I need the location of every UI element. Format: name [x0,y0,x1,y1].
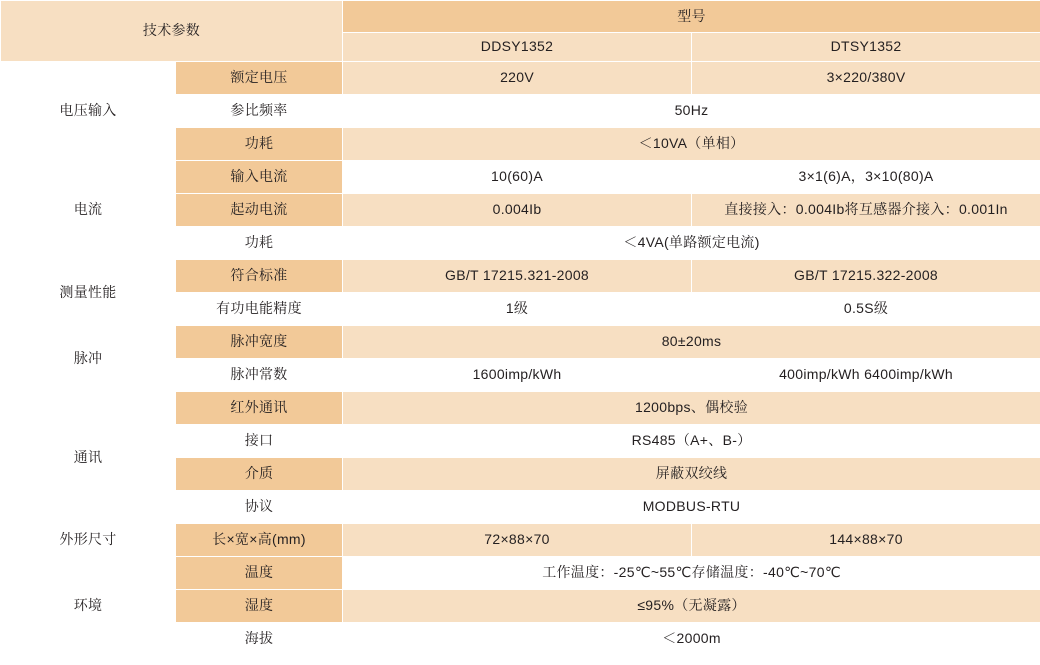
row-label: 参比频率 [176,95,343,128]
header-param-title: 技术参数 [1,1,343,62]
row-label: 功耗 [176,128,343,161]
table-header-row-1 [1,1,1040,33]
group-label: 环境 [1,557,176,656]
row-value-span: 工作温度：-25℃~55℃存储温度：-40℃~70℃ [343,557,1040,590]
row-label: 脉冲宽度 [176,326,343,359]
row-label: 协议 [176,491,343,524]
table-row [1,326,1040,359]
row-label: 额定电压 [176,62,343,95]
row-value: 0.5S级 [692,293,1040,326]
row-value: 0.004Ib [343,194,692,227]
row-label: 有功电能精度 [176,293,343,326]
row-label: 接口 [176,425,343,458]
row-label: 符合标准 [176,260,343,293]
row-label: 海拔 [176,623,343,656]
row-label: 起动电流 [176,194,343,227]
row-value-span: ≤95%（无凝露） [343,590,1040,623]
row-label: 温度 [176,557,343,590]
group-label: 外形尺寸 [1,524,176,557]
row-label: 脉冲常数 [176,359,343,392]
row-value: GB/T 17215.322-2008 [692,260,1040,293]
header-model-dtsy: DTSY1352 [692,33,1040,62]
table-row [1,260,1040,293]
row-value-span: ＜10VA（单相） [343,128,1040,161]
row-value: 220V [343,62,692,95]
row-value: 72×88×70 [343,524,692,557]
group-label: 测量性能 [1,260,176,326]
row-value: 1600imp/kWh [343,359,692,392]
row-value-span: 屏蔽双绞线 [343,458,1040,491]
table-row [1,392,1040,425]
group-label: 脉冲 [1,326,176,392]
row-label: 湿度 [176,590,343,623]
row-value: 3×220/380V [692,62,1040,95]
group-label: 电压输入 [1,62,176,161]
header-model-ddsy: DDSY1352 [343,33,692,62]
row-value-span: 50Hz [343,95,1040,128]
row-label: 介质 [176,458,343,491]
row-value-span: 80±20ms [343,326,1040,359]
table-row [1,161,1040,194]
row-value: 400imp/kWh 6400imp/kWh [692,359,1040,392]
row-label: 输入电流 [176,161,343,194]
row-value-span: ＜2000m [343,623,1040,656]
row-label: 长×宽×高(mm) [176,524,343,557]
row-label: 红外通讯 [176,392,343,425]
table-row [1,524,1040,557]
row-value: 3×1(6)A，3×10(80)A [692,161,1040,194]
row-value-span: ＜4VA(单路额定电流) [343,227,1040,260]
row-value: 10(60)A [343,161,692,194]
row-value: GB/T 17215.321-2008 [343,260,692,293]
row-value: 1级 [343,293,692,326]
row-value: 144×88×70 [692,524,1040,557]
table-row [1,62,1040,95]
table-row [1,557,1040,590]
header-model-title: 型号 [343,1,1040,33]
group-label: 电流 [1,161,176,260]
row-value-span: RS485（A+、B-） [343,425,1040,458]
row-value-span: MODBUS-RTU [343,491,1040,524]
group-label: 通讯 [1,392,176,524]
row-label: 功耗 [176,227,343,260]
row-value-span: 1200bps、偶校验 [343,392,1040,425]
row-value: 直接接入：0.004Ib将互感器介接入：0.001In [692,194,1040,227]
